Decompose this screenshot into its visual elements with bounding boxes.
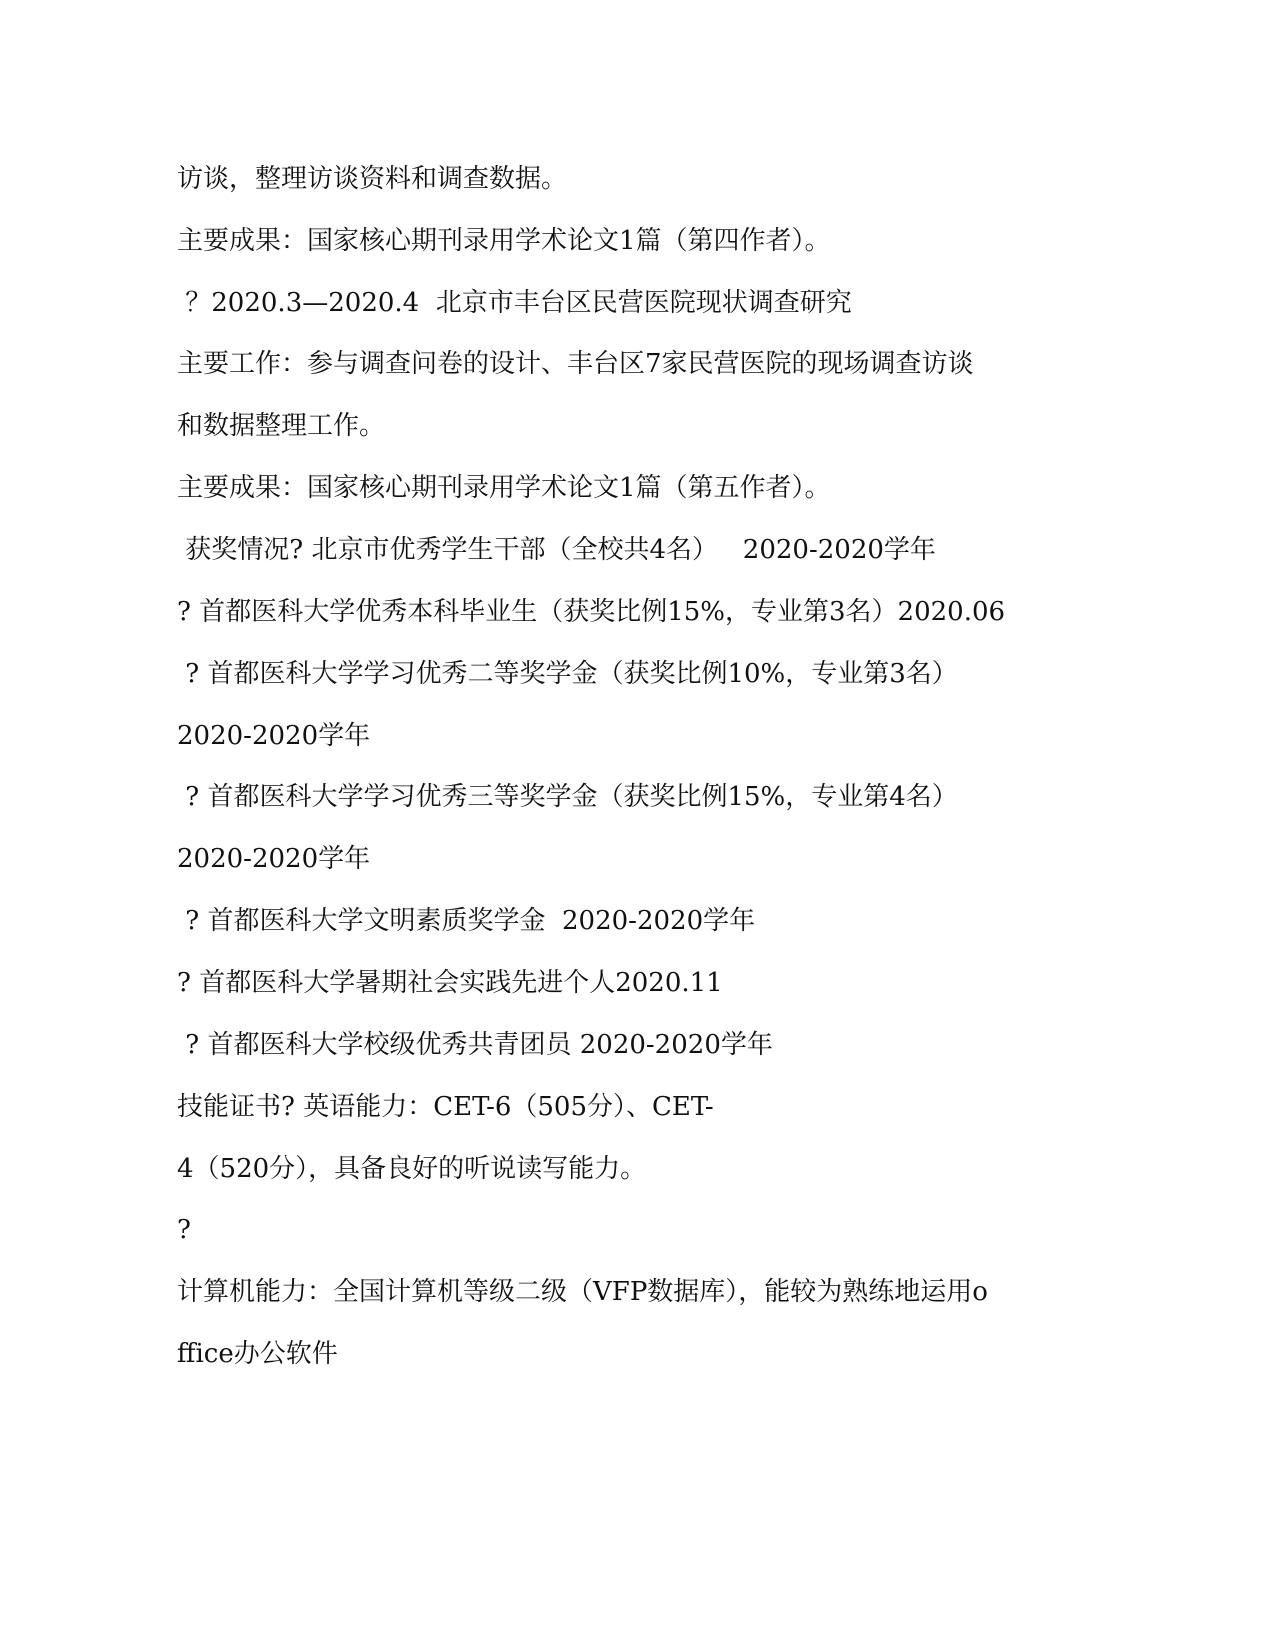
text-line-project-2: ？2020.3—2020.4 北京市丰台区民营医院现状调查研究 — [177, 288, 852, 318]
text-line-main-work-cont: 和数据整理工作。 — [177, 411, 386, 441]
text-line-skills-english-cont: 4（520分），具备良好的听说读写能力。 — [177, 1154, 647, 1184]
text-line-awards-heading: 获奖情况? 北京市优秀学生干部（全校共4名） 2020-2020学年 — [177, 535, 936, 565]
text-line-skills-english: 技能证书? 英语能力：CET-6（505分）、CET- — [177, 1092, 714, 1122]
text-line-award-league-member: ? 首都医科大学校级优秀共青团员 2020-2020学年 — [177, 1030, 773, 1060]
text-line-award-third-class-year: 2020-2020学年 — [177, 844, 371, 874]
text-line-result-1: 主要成果：国家核心期刊录用学术论文1篇（第四作者）。 — [177, 226, 831, 256]
text-line-award-second-class: ? 首都医科大学学习优秀二等奖学金（获奖比例10%，专业第3名） — [177, 659, 958, 689]
text-line-interview: 访谈，整理访谈资料和调查数据。 — [177, 164, 568, 194]
text-line-bullet: ? — [177, 1215, 191, 1245]
text-line-award-civility: ? 首都医科大学文明素质奖学金 2020-2020学年 — [177, 906, 756, 936]
text-line-skills-computer-cont: ffice办公软件 — [177, 1339, 338, 1369]
text-line-award-second-class-year: 2020-2020学年 — [177, 721, 371, 751]
text-line-award-third-class: ? 首都医科大学学习优秀三等奖学金（获奖比例15%，专业第4名） — [177, 782, 958, 812]
text-line-award-social-practice: ? 首都医科大学暑期社会实践先进个人2020.11 — [177, 968, 723, 998]
text-line-award-graduate: ? 首都医科大学优秀本科毕业生（获奖比例15%，专业第3名）2020.06 — [177, 597, 1006, 627]
text-line-skills-computer: 计算机能力：全国计算机等级二级（VFP数据库），能较为熟练地运用o — [177, 1277, 988, 1307]
text-line-main-work: 主要工作：参与调查问卷的设计、丰台区7家民营医院的现场调查访谈 — [177, 349, 974, 379]
text-line-result-2: 主要成果：国家核心期刊录用学术论文1篇（第五作者）。 — [177, 473, 831, 503]
